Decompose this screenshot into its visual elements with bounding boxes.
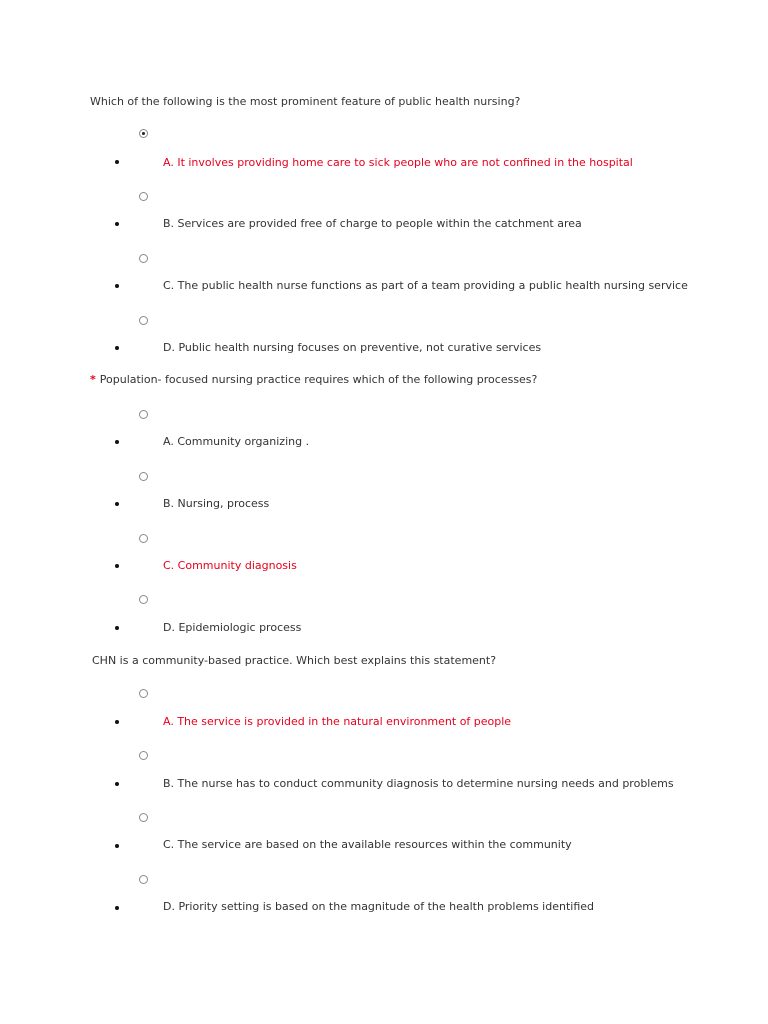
question-2	[90, 373, 537, 386]
q3-option-d-radio[interactable]	[139, 875, 148, 884]
q1-option-c-bullet	[115, 284, 119, 288]
question-1-text: Which of the following is the most prominent feature of public health nursing?	[90, 95, 521, 108]
q2-option-d-label: D. Epidemiologic process	[163, 621, 302, 634]
q2-option-c-bullet	[115, 564, 119, 568]
q3-option-a-label: A. The service is provided in the natural environment of people	[163, 715, 512, 728]
q1-option-a-bullet	[115, 160, 119, 164]
q3-option-c-bullet	[115, 844, 119, 848]
question-2-text: Population- focused nursing practice requires which of the following processes?	[99, 373, 538, 386]
q3-option-c-radio[interactable]	[139, 813, 148, 822]
q1-option-a-radio[interactable]	[139, 129, 148, 138]
q2-option-a-bullet	[115, 440, 119, 444]
q1-option-b-bullet	[115, 222, 119, 226]
q1-option-d-bullet	[115, 346, 119, 350]
question-3-text: CHN is a community-based practice. Which best explains this statement?	[92, 654, 497, 667]
q2-option-d-radio[interactable]	[139, 595, 148, 604]
q3-option-c-label: C. The service are based on the available resources within the community	[163, 838, 572, 851]
q3-option-a-bullet	[115, 720, 119, 724]
q3-option-b-label: B. The nurse has to conduct community diagnosis to determine nursing needs and problems	[163, 777, 674, 790]
question-1	[90, 95, 520, 108]
q1-option-c-label: C. The public health nurse functions as part of a team providing a public health nursing service	[163, 279, 688, 292]
q2-option-b-bullet	[115, 502, 119, 506]
q2-option-c-label: C. Community diagnosis	[163, 559, 297, 572]
q3-option-d-bullet	[115, 906, 119, 910]
q2-option-d-bullet	[115, 626, 119, 630]
q2-option-a-radio[interactable]	[139, 410, 148, 419]
q1-option-d-radio[interactable]	[139, 316, 148, 325]
q2-option-b-label: B. Nursing, process	[163, 497, 270, 510]
q2-option-c-radio[interactable]	[139, 534, 148, 543]
q1-option-b-radio[interactable]	[139, 192, 148, 201]
required-asterisk: *	[90, 373, 96, 386]
q3-option-d-label: D. Priority setting is based on the magnitude of the health problems identified	[163, 900, 595, 913]
q1-option-c-radio[interactable]	[139, 254, 148, 263]
question-3	[92, 654, 496, 667]
q2-option-b-radio[interactable]	[139, 472, 148, 481]
q1-option-d-label: D. Public health nursing focuses on preventive, not curative services	[163, 341, 542, 354]
q1-option-a-label: A. It involves providing home care to sick people who are not confined in the hospital	[163, 156, 633, 169]
q1-option-b-label: B. Services are provided free of charge to people within the catchment area	[163, 217, 582, 230]
q3-option-a-radio[interactable]	[139, 689, 148, 698]
q3-option-b-radio[interactable]	[139, 751, 148, 760]
q2-option-a-label: A. Community organizing .	[163, 435, 310, 448]
q3-option-b-bullet	[115, 782, 119, 786]
